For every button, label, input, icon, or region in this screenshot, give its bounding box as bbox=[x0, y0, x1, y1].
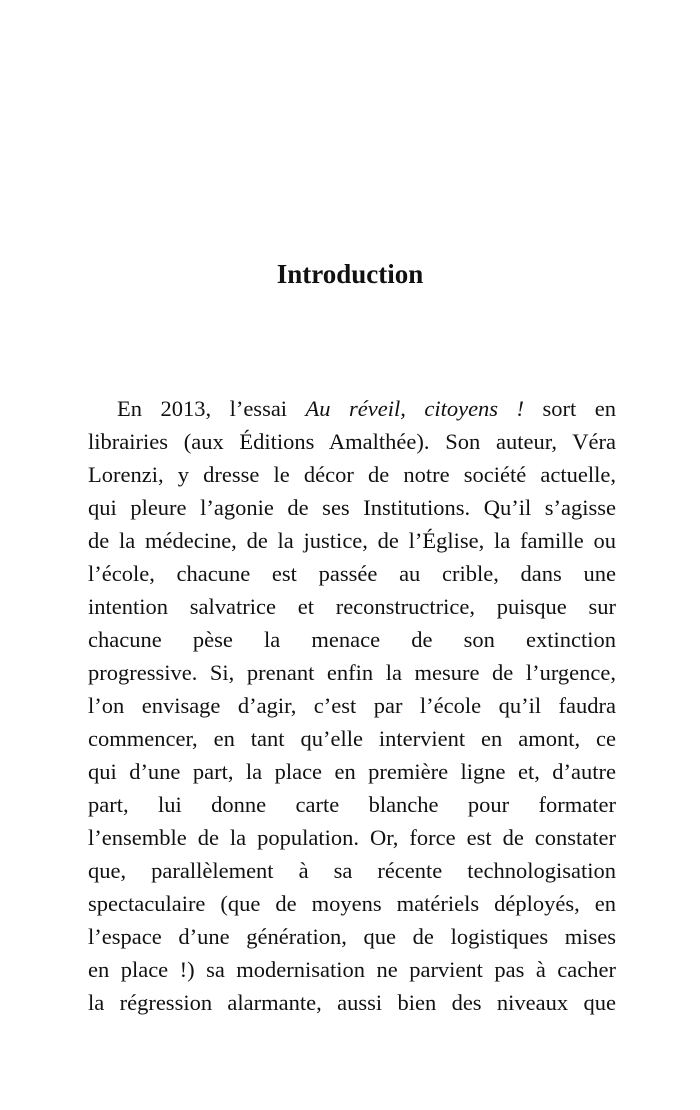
line-1-start: En 2013, l’essai bbox=[117, 396, 306, 421]
paragraph-line-18: en place !) sa modernisation ne parvient pas à cacher bbox=[88, 957, 616, 982]
paragraph-line-6: l’école, chacune est passée au crible, dans une bbox=[88, 561, 616, 586]
chapter-title: Introduction bbox=[276, 259, 424, 289]
paragraph-line-5: de la médecine, de la justice, de l’Église, la famille ou bbox=[88, 528, 616, 553]
paragraph-line-4: qui pleure l’agonie de ses Institutions. Qu’il s’agisse bbox=[88, 495, 616, 520]
paragraph-line-10: l’on envisage d’agir, c’est par l’école qu’il faudra bbox=[88, 693, 616, 718]
paragraph-line-9: progressive. Si, prenant enfin la mesure de l’urgence, bbox=[88, 660, 616, 685]
paragraph-line-1 bbox=[88, 392, 616, 425]
paragraph-line-12: qui d’une part, la place en première ligne et, d’autre bbox=[88, 759, 616, 784]
paragraph-line-19: la régression alarmante, aussi bien des niveaux que bbox=[88, 990, 616, 1015]
paragraph-line-16: spectaculaire (que de moyens matériels déployés, en bbox=[88, 891, 616, 916]
paragraph-line-7: intention salvatrice et reconstructrice, puisque sur bbox=[88, 594, 616, 619]
line-1-end: sort en bbox=[524, 396, 616, 421]
paragraph-line-13: part, lui donne carte blanche pour formater bbox=[88, 792, 616, 817]
paragraph-line-11: commencer, en tant qu’elle intervient en amont, ce bbox=[88, 726, 616, 751]
paragraph-line-2: librairies (aux Éditions Amalthée). Son auteur, Véra bbox=[88, 429, 616, 454]
paragraph-line-8: chacune pèse la menace de son extinction bbox=[88, 627, 616, 652]
book-title-italic: Au réveil, citoyens ! bbox=[305, 396, 525, 421]
paragraph-line-14: l’ensemble de la population. Or, force est de constater bbox=[88, 825, 616, 850]
paragraph-line-15: que, parallèlement à sa récente technologisation bbox=[88, 858, 616, 883]
paragraph-line-3: Lorenzi, y dresse le décor de notre société actuelle, bbox=[88, 462, 616, 487]
paragraph-line-17: l’espace d’une génération, que de logistiques mises bbox=[88, 924, 616, 949]
introduction-paragraph bbox=[88, 392, 616, 1019]
